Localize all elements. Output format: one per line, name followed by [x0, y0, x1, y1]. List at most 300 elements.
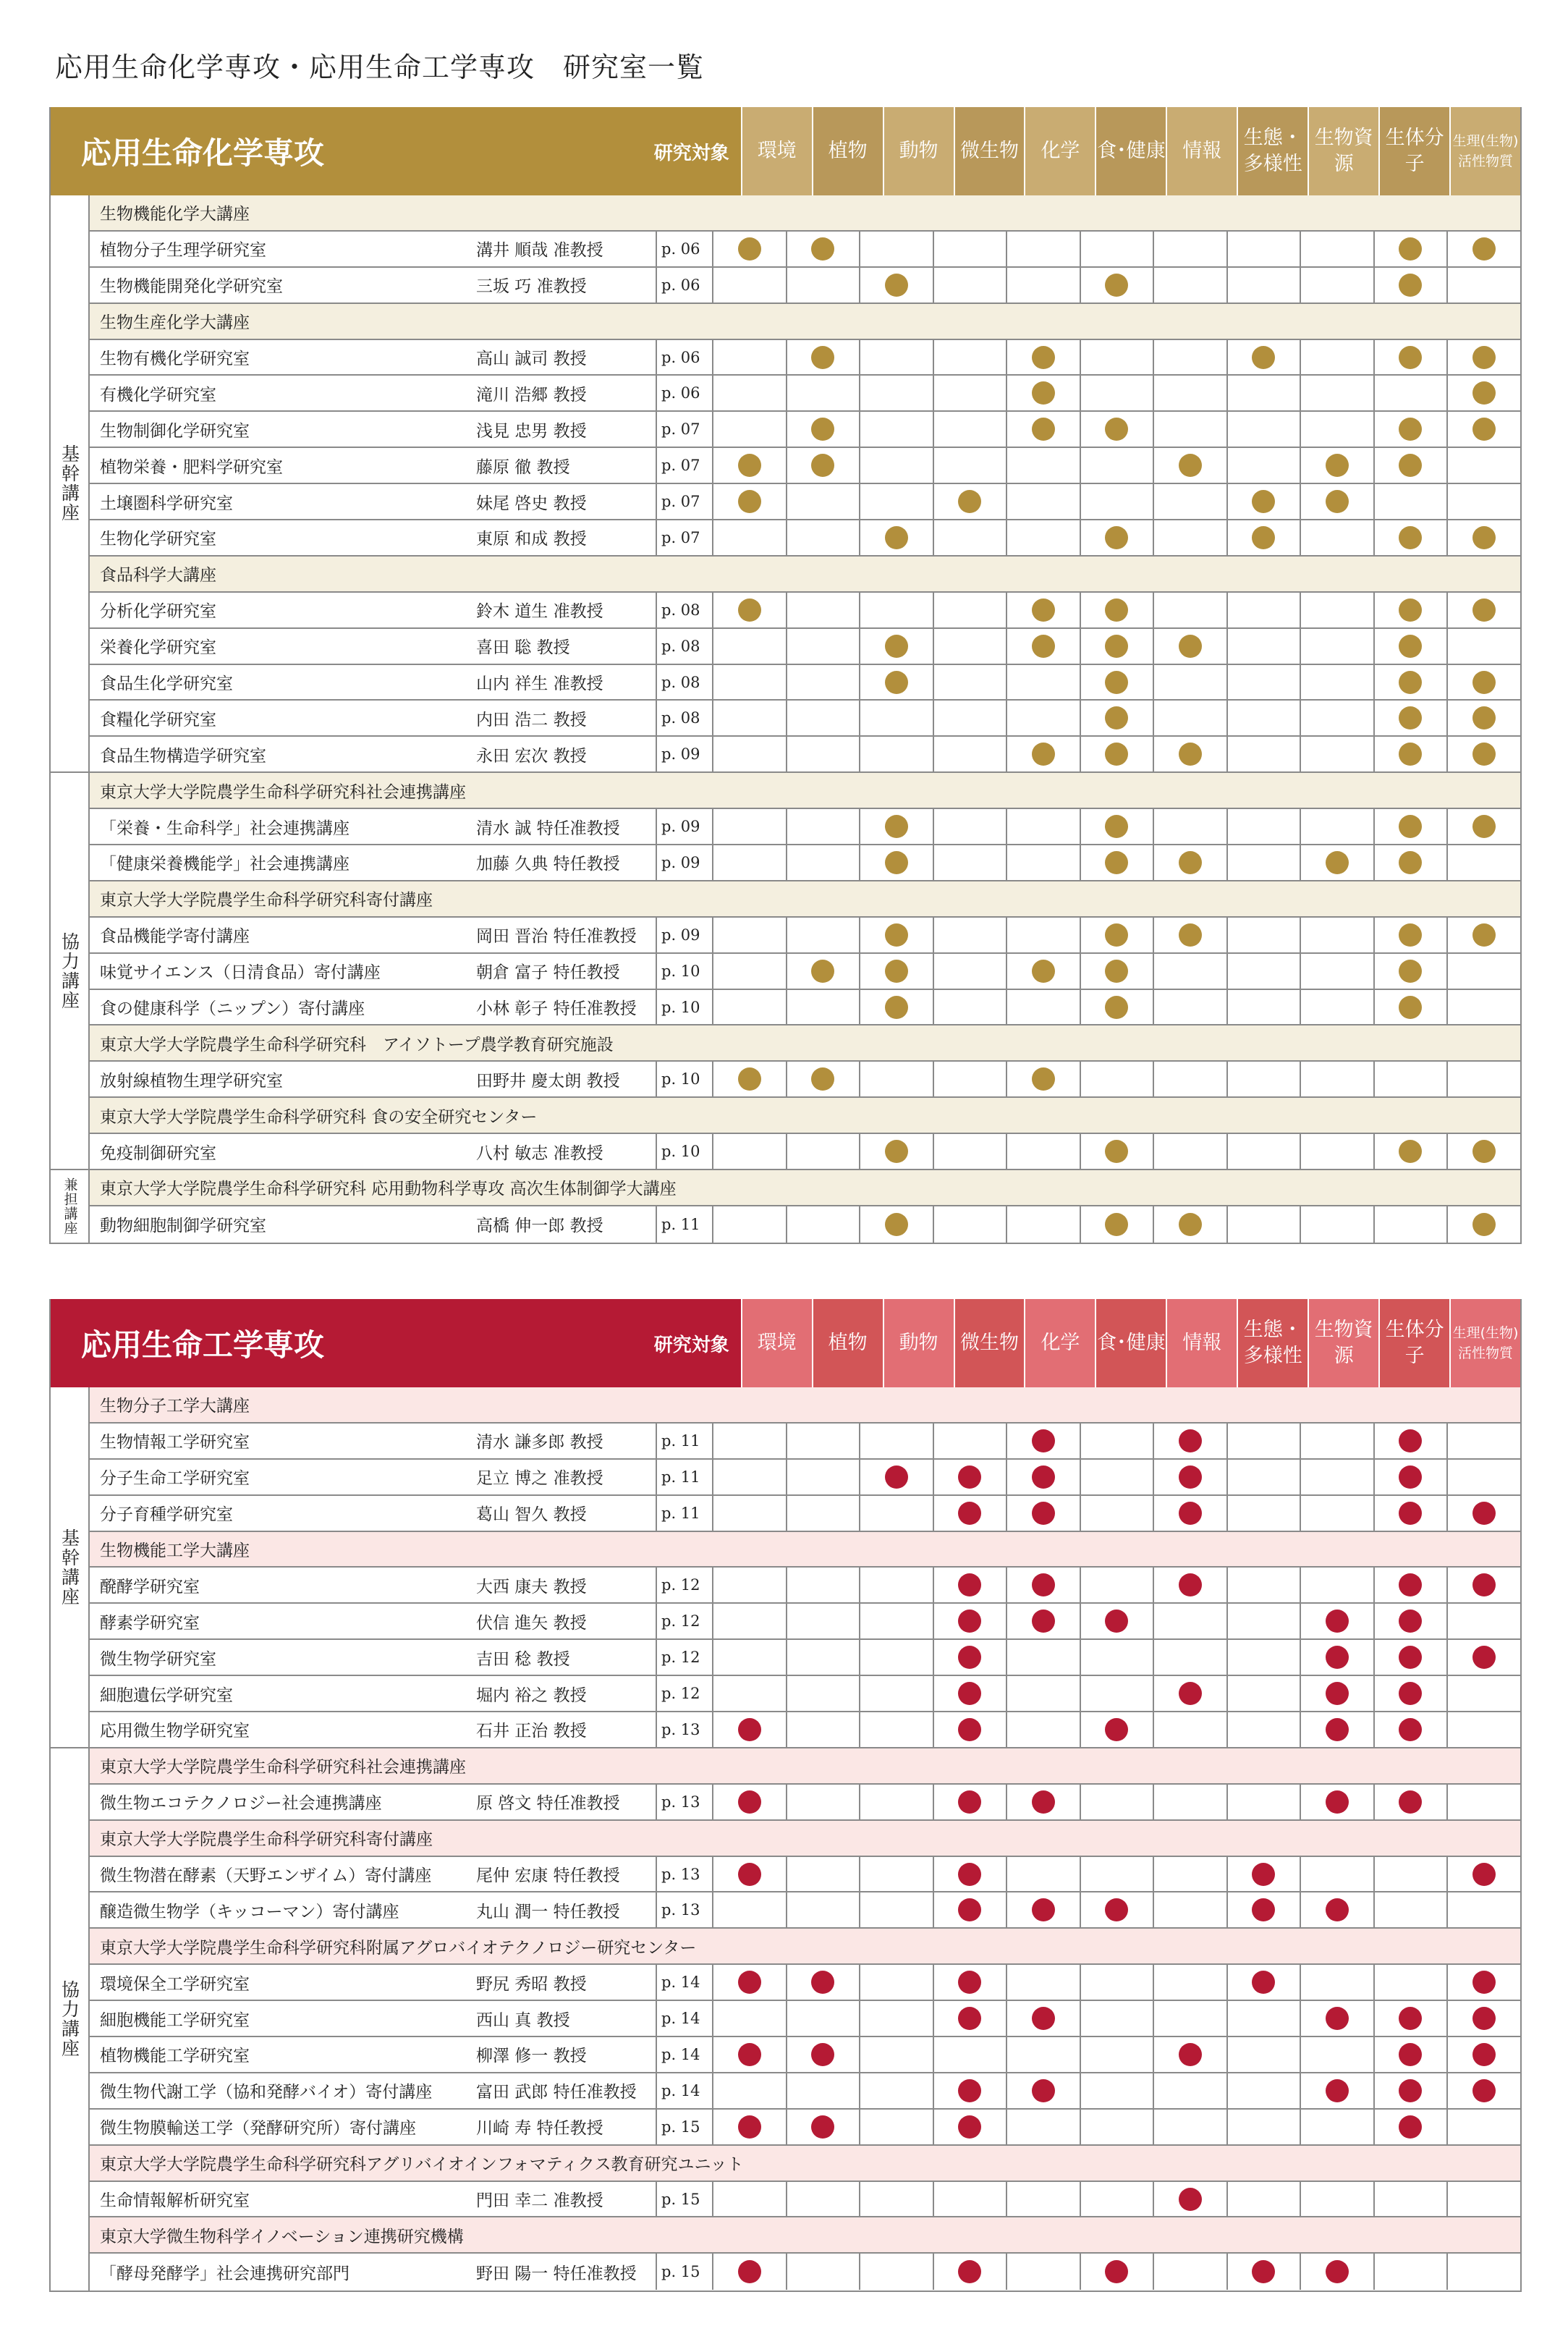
mark-cell: [1446, 2110, 1520, 2144]
mark-cell: [933, 1965, 1007, 2000]
mark-cell: [1446, 918, 1520, 952]
mark-cell: [786, 593, 860, 627]
mark-cell: [1080, 484, 1153, 519]
mark-dot: [1032, 743, 1055, 766]
category-header: 動物: [883, 1299, 954, 1387]
page-ref: p. 13: [656, 1712, 712, 1747]
section-eng: [49, 1299, 1522, 2292]
subgroup-title: 東京大学大学院農学生命科学研究科社会連携講座: [90, 1748, 1520, 1783]
mark-cell: [1226, 1424, 1300, 1458]
mark-cell: [786, 1496, 860, 1531]
mark-cell: [1080, 990, 1153, 1025]
mark-cell: [1006, 990, 1080, 1025]
mark-cell: [1373, 1206, 1447, 1243]
category-header: 環境: [741, 107, 812, 195]
mark-dot: [1399, 237, 1422, 261]
mark-cell: [786, 1460, 860, 1494]
mark-cell: [859, 1785, 933, 1819]
mark-dot: [1399, 851, 1422, 874]
mark-cell: [1080, 412, 1153, 447]
mark-cell: [1300, 809, 1373, 844]
mark-cell: [786, 484, 860, 519]
mark-cell: [1446, 701, 1520, 735]
mark-cell: [1373, 1712, 1447, 1747]
mark-dot: [1252, 1898, 1275, 1921]
mark-dot: [885, 851, 908, 874]
mark-cell: [1153, 1965, 1226, 2000]
mark-cell: [1373, 845, 1447, 880]
mark-dot: [1472, 1502, 1496, 1525]
mark-cell: [1446, 2073, 1520, 2108]
mark-dot: [1105, 1718, 1128, 1741]
lab-row: [90, 1892, 1520, 1929]
mark-cell: [933, 1568, 1007, 1602]
lab-row: [90, 1785, 1520, 1821]
category-header: 生物資源: [1308, 107, 1378, 195]
mark-cell: [1373, 701, 1447, 735]
mark-cell: [786, 448, 860, 483]
mark-cell: [1446, 1424, 1520, 1458]
mark-cell: [1300, 737, 1373, 771]
mark-cell: [933, 1460, 1007, 1494]
mark-dot: [885, 1140, 908, 1163]
mark-cell: [1226, 701, 1300, 735]
mark-dot: [1032, 1898, 1055, 1921]
professor-name: 滝川 浩郷 教授: [476, 385, 587, 405]
page-ref: p. 13: [656, 1785, 712, 1819]
mark-cell: [1080, 520, 1153, 555]
mark-cell: [1006, 737, 1080, 771]
group-label-cell: [51, 773, 88, 1170]
page-ref: p. 06: [656, 340, 712, 375]
mark-cell: [1153, 1496, 1226, 1531]
mark-cell: [1226, 340, 1300, 375]
mark-dot: [1105, 996, 1128, 1019]
mark-cell: [1080, 1892, 1153, 1927]
mark-cell: [1446, 1496, 1520, 1531]
mark-dot: [1326, 2007, 1349, 2030]
mark-cell: [1226, 918, 1300, 952]
mark-dot: [1252, 1971, 1275, 1994]
page-ref: p. 09: [656, 809, 712, 844]
mark-cell: [712, 1206, 786, 1243]
mark-cell: [712, 448, 786, 483]
lab-name: 食品生物構造学研究室: [100, 746, 266, 766]
lab-name: 細胞遺伝学研究室: [100, 1685, 233, 1705]
mark-dot: [1179, 1502, 1202, 1525]
group-label-cell: [51, 1748, 88, 2291]
mark-cell: [1300, 2073, 1373, 2108]
mark-cell: [1153, 1712, 1226, 1747]
professor-name: 門田 幸二 准教授: [476, 2191, 603, 2211]
mark-cell: [1153, 2037, 1226, 2072]
section-header: [51, 1299, 1520, 1387]
lab-row: [90, 1206, 1520, 1243]
mark-cell: [859, 629, 933, 664]
mark-dot: [885, 923, 908, 947]
mark-cell: [1300, 1640, 1373, 1675]
page-ref: p. 06: [656, 376, 712, 410]
mark-dot: [1105, 743, 1128, 766]
professor-name: 大西 康夫 教授: [476, 1577, 587, 1596]
group-label-cell: [51, 1387, 88, 1748]
lab-row: [90, 412, 1520, 448]
mark-cell: [1300, 1676, 1373, 1711]
lab-name: 食品生化学研究室: [100, 674, 233, 694]
lab-name: 生物化学研究室: [100, 530, 216, 549]
mark-cell: [1373, 1857, 1447, 1892]
mark-dot: [1472, 381, 1496, 405]
mark-cell: [1153, 268, 1226, 303]
mark-cell: [1226, 376, 1300, 410]
mark-cell: [1446, 1712, 1520, 1747]
mark-cell: [712, 918, 786, 952]
subgroup-row: [90, 2146, 1520, 2182]
mark-cell: [1080, 1785, 1153, 1819]
professor-name: 野尻 秀昭 教授: [476, 1974, 587, 1994]
mark-cell: [1006, 1965, 1080, 2000]
mark-cell: [1226, 2037, 1300, 2072]
category-header: 化学: [1024, 107, 1095, 195]
mark-cell: [1153, 845, 1226, 880]
professor-name: 加藤 久典 特任教授: [476, 855, 620, 874]
mark-dot: [1472, 743, 1496, 766]
mark-cell: [1153, 954, 1226, 989]
mark-cell: [786, 809, 860, 844]
mark-cell: [1153, 1062, 1226, 1096]
row-list: [90, 1387, 1520, 2291]
page-ref: p. 08: [656, 593, 712, 627]
mark-cell: [712, 340, 786, 375]
lab-name: 生物有機化学研究室: [100, 350, 250, 368]
page-ref: p. 14: [656, 2037, 712, 2072]
mark-dot: [1472, 1863, 1496, 1886]
mark-dot: [1032, 1429, 1055, 1452]
mark-cell: [933, 809, 1007, 844]
mark-cell: [1080, 1206, 1153, 1243]
mark-dot: [1179, 1682, 1202, 1705]
lab-row: [90, 1460, 1520, 1496]
page-ref: p. 10: [656, 1134, 712, 1169]
subgroup-row: [90, 304, 1520, 340]
page-title: 応用生命化学専攻・応用生命工学専攻 研究室一覧: [55, 51, 705, 83]
mark-cell: [933, 340, 1007, 375]
mark-cell: [859, 665, 933, 700]
group-label-cell: [51, 195, 88, 773]
mark-dot: [885, 996, 908, 1019]
lab-row: [90, 484, 1520, 520]
mark-cell: [1226, 1496, 1300, 1531]
mark-cell: [859, 1134, 933, 1169]
subgroup-row: [90, 1532, 1520, 1568]
mark-cell: [859, 1892, 933, 1927]
section-title: 応用生命化学専攻: [81, 135, 325, 171]
mark-cell: [1300, 232, 1373, 266]
mark-cell: [786, 1785, 860, 1819]
mark-cell: [933, 268, 1007, 303]
category-header: 情報: [1166, 1299, 1237, 1387]
category-header: 生物資源: [1308, 1299, 1378, 1387]
lab-row: [90, 1496, 1520, 1532]
mark-dot: [1105, 2260, 1128, 2283]
mark-cell: [712, 1712, 786, 1747]
mark-dot: [1399, 2043, 1422, 2066]
mark-dot: [1179, 635, 1202, 658]
mark-cell: [933, 593, 1007, 627]
mark-cell: [1373, 990, 1447, 1025]
mark-dot: [1399, 1140, 1422, 1163]
mark-cell: [1226, 954, 1300, 989]
mark-cell: [1006, 809, 1080, 844]
mark-cell: [1226, 2182, 1300, 2217]
mark-cell: [1446, 1676, 1520, 1711]
mark-cell: [859, 1424, 933, 1458]
mark-cell: [786, 1965, 860, 2000]
mark-cell: [1080, 2001, 1153, 2036]
lab-name: 細胞機能工学研究室: [100, 2010, 250, 2030]
mark-dot: [1179, 1213, 1202, 1236]
subgroup-title: 東京大学大学院農学生命科学研究科寄付講座: [90, 881, 1520, 916]
lab-row: [90, 2037, 1520, 2073]
lab-row: [90, 665, 1520, 701]
mark-dot: [958, 2260, 981, 2283]
mark-cell: [1300, 448, 1373, 483]
subgroup-row: [90, 1387, 1520, 1424]
mark-dot: [885, 1465, 908, 1489]
mark-cell: [1006, 1134, 1080, 1169]
mark-cell: [1446, 1134, 1520, 1169]
mark-cell: [1080, 845, 1153, 880]
mark-cell: [1153, 593, 1226, 627]
mark-cell: [786, 737, 860, 771]
mark-dot: [885, 815, 908, 838]
mark-dot: [1032, 1465, 1055, 1489]
mark-cell: [1446, 1604, 1520, 1638]
mark-cell: [786, 1604, 860, 1638]
mark-dot: [1032, 1610, 1055, 1633]
mark-cell: [1226, 1604, 1300, 1638]
lab-row: [90, 629, 1520, 665]
mark-cell: [1080, 1676, 1153, 1711]
lab-name: 微生物潜在酵素（天野エンザイム）寄付講座: [100, 1866, 432, 1886]
mark-cell: [1226, 1712, 1300, 1747]
mark-cell: [933, 737, 1007, 771]
mark-cell: [859, 1496, 933, 1531]
professor-name: 富田 武郎 特任准教授: [476, 2083, 637, 2102]
mark-cell: [1446, 1857, 1520, 1892]
lab-name: 放射線植物生理学研究室: [100, 1071, 283, 1091]
mark-cell: [1300, 1206, 1373, 1243]
mark-dot: [1326, 1898, 1349, 1921]
mark-cell: [1153, 629, 1226, 664]
mark-dot: [1032, 2007, 1055, 2030]
mark-dot: [1472, 815, 1496, 838]
mark-dot: [1179, 851, 1202, 874]
mark-dot: [1472, 526, 1496, 549]
mark-cell: [1373, 593, 1447, 627]
professor-name: 三坂 巧 准教授: [476, 277, 587, 297]
mark-cell: [1446, 2182, 1520, 2217]
mark-cell: [1446, 2254, 1520, 2290]
lab-row: [90, 593, 1520, 629]
mark-dot: [1472, 1573, 1496, 1596]
lab-row: [90, 845, 1520, 881]
mark-cell: [1226, 1892, 1300, 1927]
mark-cell: [1006, 1785, 1080, 1819]
mark-cell: [859, 1676, 933, 1711]
mark-dot: [1252, 1863, 1275, 1886]
mark-cell: [1300, 412, 1373, 447]
mark-cell: [859, 376, 933, 410]
mark-cell: [1300, 2037, 1373, 2072]
subgroup-row: [90, 195, 1520, 232]
lab-name: 動物細胞制御学研究室: [100, 1217, 266, 1236]
mark-cell: [712, 593, 786, 627]
page-ref: p. 07: [656, 520, 712, 555]
mark-cell: [1446, 1206, 1520, 1243]
mark-cell: [1446, 665, 1520, 700]
mark-dot: [1179, 454, 1202, 477]
mark-cell: [1373, 520, 1447, 555]
professor-name: 柳澤 修一 教授: [476, 2047, 587, 2066]
mark-cell: [1446, 845, 1520, 880]
page-ref: p. 15: [656, 2254, 712, 2290]
mark-cell: [1006, 1676, 1080, 1711]
mark-cell: [1300, 990, 1373, 1025]
mark-cell: [1446, 1568, 1520, 1602]
mark-dot: [958, 1502, 981, 1525]
mark-cell: [1006, 448, 1080, 483]
page-ref: p. 11: [656, 1424, 712, 1458]
professor-name: 清水 誠 特任准教授: [476, 819, 620, 838]
mark-dot: [1252, 526, 1275, 549]
mark-dot: [1105, 1898, 1128, 1921]
mark-dot: [1032, 960, 1055, 983]
mark-dot: [1399, 599, 1422, 622]
mark-cell: [712, 232, 786, 266]
lab-row: [90, 2110, 1520, 2146]
mark-dot: [958, 1971, 981, 1994]
subgroup-title: 東京大学大学院農学生命科学研究科 応用動物科学専攻 高次生体制御学大講座: [90, 1170, 1520, 1205]
mark-cell: [1006, 1712, 1080, 1747]
mark-dot: [1399, 1502, 1422, 1525]
page-ref: p. 08: [656, 629, 712, 664]
mark-cell: [859, 232, 933, 266]
mark-cell: [1153, 1857, 1226, 1892]
mark-cell: [859, 2001, 933, 2036]
subgroup-title: 生物機能工学大講座: [90, 1532, 1520, 1567]
lab-name: 食の健康科学（ニップン）寄付講座: [100, 999, 365, 1019]
mark-dot: [1105, 671, 1128, 694]
mark-dot: [1399, 706, 1422, 729]
mark-cell: [859, 448, 933, 483]
page-ref: p. 10: [656, 954, 712, 989]
mark-cell: [933, 2037, 1007, 2072]
mark-cell: [712, 701, 786, 735]
mark-cell: [1153, 1604, 1226, 1638]
mark-cell: [933, 1712, 1007, 1747]
mark-dot: [1472, 2007, 1496, 2030]
mark-cell: [786, 918, 860, 952]
mark-cell: [1006, 954, 1080, 989]
lab-name: 分子生命工学研究室: [100, 1469, 250, 1489]
mark-cell: [712, 629, 786, 664]
lab-name: 生物制御化学研究室: [100, 421, 250, 441]
category-header: 動物: [883, 107, 954, 195]
mark-cell: [1226, 1134, 1300, 1169]
mark-cell: [1446, 2001, 1520, 2036]
lab-name: 「栄養・生命科学」社会連携講座: [100, 819, 349, 838]
lab-row: [90, 1965, 1520, 2001]
mark-cell: [933, 448, 1007, 483]
mark-cell: [1226, 1965, 1300, 2000]
mark-cell: [1226, 2110, 1300, 2144]
mark-cell: [786, 268, 860, 303]
mark-cell: [1446, 412, 1520, 447]
mark-cell: [1446, 809, 1520, 844]
professor-name: 岡田 晋治 特任准教授: [476, 927, 637, 947]
mark-dot: [958, 1718, 981, 1741]
mark-cell: [1300, 376, 1373, 410]
subgroup-row: [90, 1098, 1520, 1134]
mark-dot: [1326, 1718, 1349, 1741]
mark-dot: [1472, 671, 1496, 694]
lab-name: 植物分子生理学研究室: [100, 241, 266, 261]
lab-name: 食品機能学寄付講座: [100, 927, 250, 947]
mark-cell: [786, 1640, 860, 1675]
mark-cell: [1153, 1785, 1226, 1819]
mark-cell: [1446, 484, 1520, 519]
lab-row: [90, 376, 1520, 412]
mark-cell: [1373, 1892, 1447, 1927]
lab-row: [90, 2182, 1520, 2218]
mark-cell: [1226, 1568, 1300, 1602]
mark-cell: [1373, 340, 1447, 375]
mark-cell: [1080, 954, 1153, 989]
professor-name: 八村 敏志 准教授: [476, 1143, 603, 1163]
mark-cell: [1446, 268, 1520, 303]
subgroup-title: 生物分子工学大講座: [90, 1387, 1520, 1422]
mark-cell: [1373, 2110, 1447, 2144]
subgroup-row: [90, 773, 1520, 809]
mark-cell: [1300, 1424, 1373, 1458]
mark-dot: [811, 418, 834, 441]
mark-cell: [1300, 954, 1373, 989]
mark-dot: [958, 2079, 981, 2102]
page-ref: p. 07: [656, 484, 712, 519]
lab-row: [90, 990, 1520, 1026]
group-column: [51, 195, 90, 1243]
mark-dot: [1472, 418, 1496, 441]
mark-cell: [1373, 1424, 1447, 1458]
subgroup-row: [90, 1025, 1520, 1062]
page-ref: p. 15: [656, 2110, 712, 2144]
lab-row: [90, 1712, 1520, 1748]
mark-dot: [811, 346, 834, 369]
mark-cell: [933, 918, 1007, 952]
mark-cell: [1300, 845, 1373, 880]
page-ref: p. 09: [656, 918, 712, 952]
mark-cell: [1446, 1892, 1520, 1927]
page-ref: p. 14: [656, 2073, 712, 2108]
mark-cell: [1446, 448, 1520, 483]
mark-cell: [1080, 737, 1153, 771]
mark-cell: [1153, 2182, 1226, 2217]
mark-cell: [1080, 1134, 1153, 1169]
professor-name: 溝井 順哉 准教授: [476, 241, 603, 261]
mark-cell: [1153, 2110, 1226, 2144]
mark-cell: [1006, 1892, 1080, 1927]
